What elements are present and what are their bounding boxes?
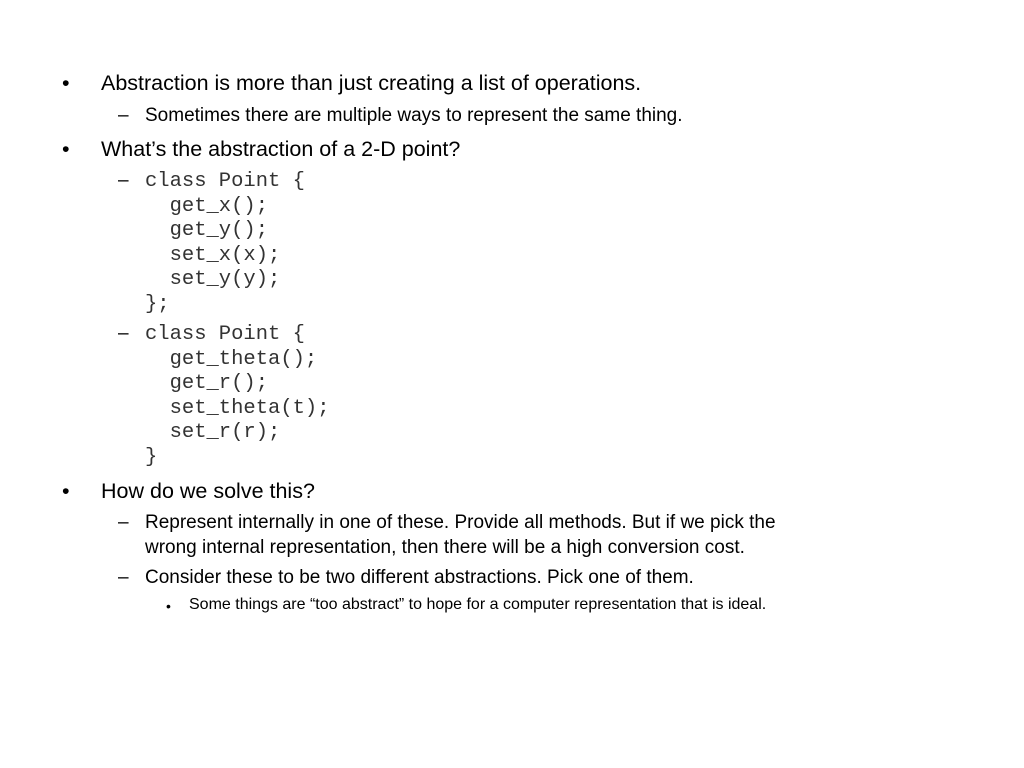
subsub-too-abstract-text: Some things are “too abstract” to hope for a computer representation that is ideal. (189, 596, 767, 613)
bullet-abstraction-text: Abstraction is more than just creating a list of operations. (101, 71, 642, 95)
bullet-2d-point-text: What’s the abstraction of a 2-D point? (101, 137, 461, 161)
dash-marker: – (118, 105, 129, 126)
sub-represent-internally-line2: wrong internal representation, then there will be a high conversion cost. (145, 537, 745, 558)
bullet-marker: • (62, 137, 70, 161)
dash-marker: – (118, 512, 129, 533)
sub-represent-internally-line1: Represent internally in one of these. Provide all methods. But if we pick the (145, 512, 776, 533)
bullet-solve-text: How do we solve this? (101, 479, 315, 503)
bullet-marker: • (62, 71, 70, 95)
bullet-marker: • (62, 479, 70, 503)
sub-two-abstractions-text: Consider these to be two different abstractions. Pick one of them. (145, 567, 694, 588)
small-bullet-marker: • (166, 598, 171, 614)
code-block-cartesian: class Point { get_x(); get_y(); set_x(x); set_y(y); }; (145, 170, 305, 316)
code-block-polar: class Point { get_theta(); get_r(); set_theta(t); set_r(r); } (145, 323, 330, 469)
dash-marker: – (118, 323, 129, 344)
sub-multiple-ways-text: Sometimes there are multiple ways to represent the same thing. (145, 105, 683, 126)
dash-marker: – (118, 567, 129, 588)
dash-marker: – (118, 170, 129, 191)
